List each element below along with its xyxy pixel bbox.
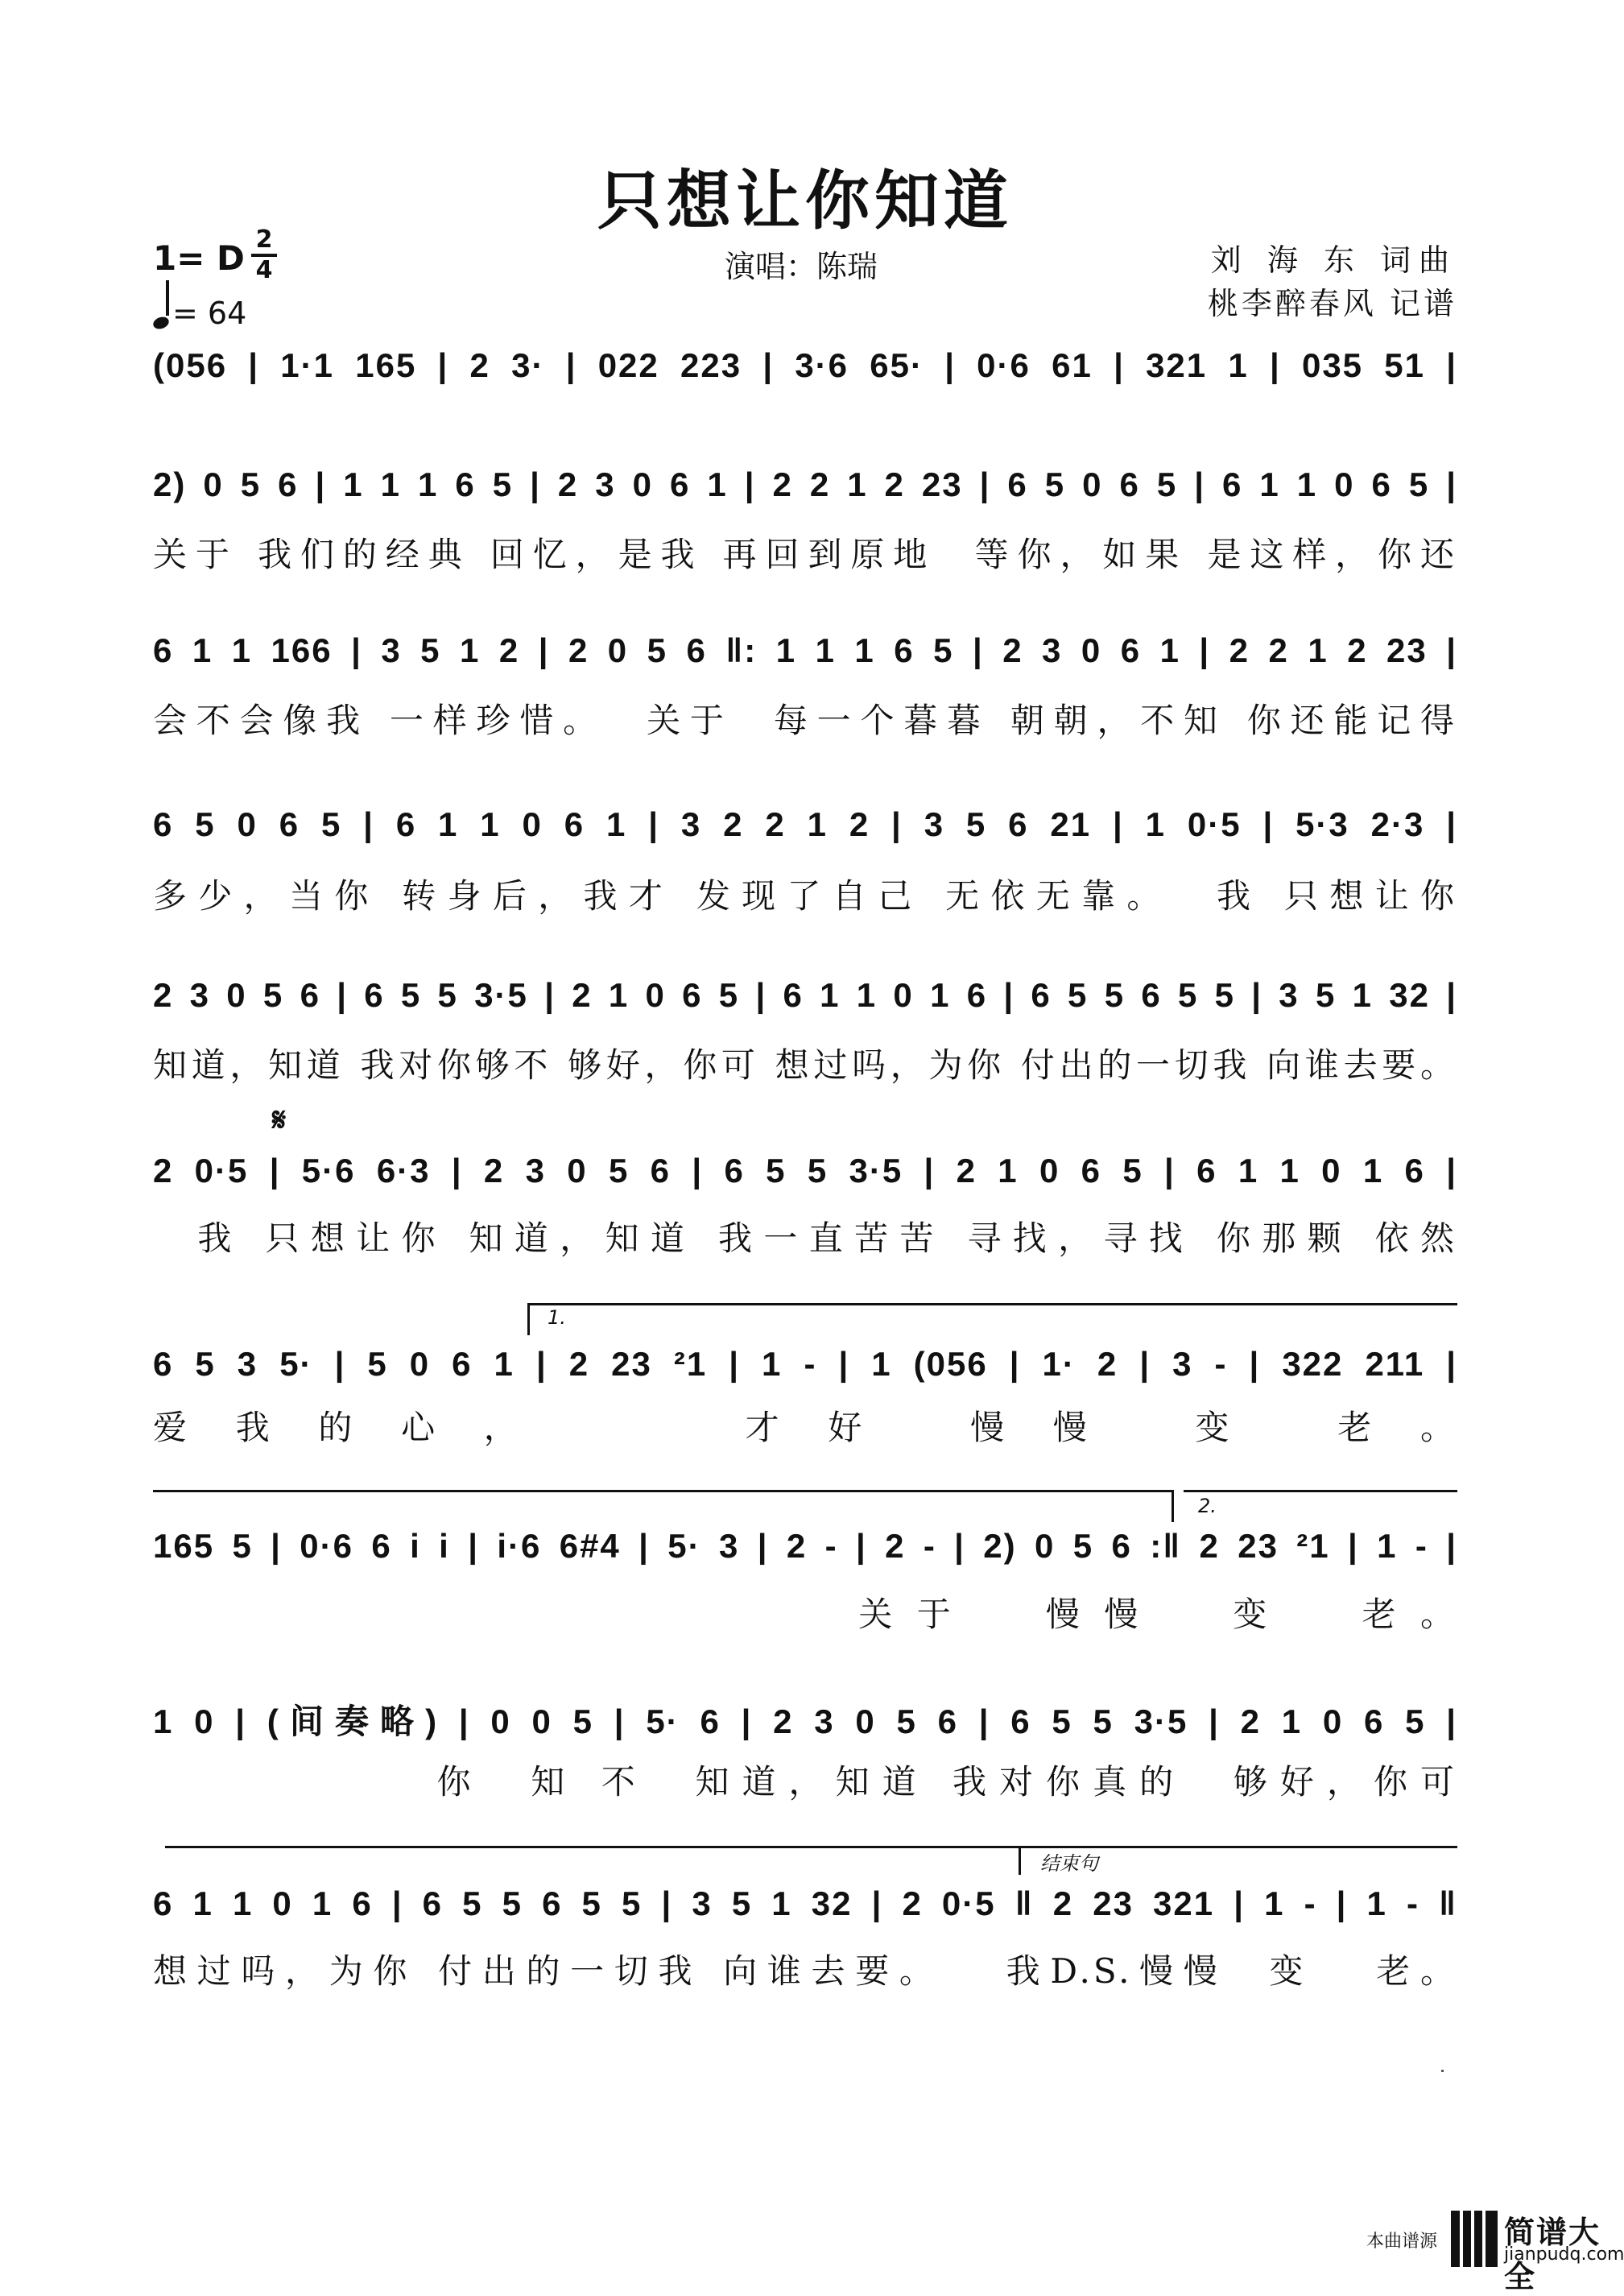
brand-name: 简谱大全 [1504,2215,1601,2294]
time-numerator: 2 [255,225,273,254]
notation-line: 6 5 3 5· | 5 0 6 1 | 2 23 ²1 | 1 - | 1 (056 | 1· 2 | 3 - | 322 211 | [153,1345,1457,1383]
notation-line: 6 1 1 0 1 6 | 6 5 5 6 5 5 | 3 5 1 32 | 2 0·5 ‖ 2 23 321 | 1 - | 1 - ‖ [153,1884,1457,1922]
volta-1-start [527,1303,530,1335]
ending-label: 结束句 [1040,1852,1098,1875]
lyric-line-7: 爱我的心， 才好 慢慢 变 老。 [153,1408,1457,1447]
ending-start [1019,1846,1021,1875]
lyric-line-5: 知道，知道 我对你够不 够好，你可 想过吗，为你 付出的一切我 向谁去要。 [153,1045,1457,1085]
tempo-value: = 64 [172,296,247,331]
volta-1-bracket [527,1303,1457,1305]
singer-credit: 演唱：陈瑞 [725,249,878,284]
site-logo[interactable] [1451,2207,1624,2294]
lyric-line-6: 我 只想让你 知道，知道 我一直苦苦 寻找，寻找 你那颗 依然 [153,1218,1457,1258]
volta-1-end [1172,1490,1174,1522]
notation-line: 2 0·5 | 5·6 6·3 | 2 3 0 5 6 | 6 5 5 3·5 | 2 1 0 6 5 | 6 1 1 0 1 6 | [153,1152,1457,1189]
stray-dot [1441,2070,1444,2072]
notation-line: 2 3 0 5 6 | 6 5 5 3·5 | 2 1 0 6 5 | 6 1 1 0 1 6 | 6 5 5 6 5 5 | 3 5 1 32 | [153,976,1457,1014]
notation-line: 6 1 1 166 | 3 5 1 2 | 2 0 5 6 ‖: 1 1 1 6 5 | 2 3 0 6 1 | 2 2 1 2 23 | [153,631,1457,669]
piano-keys-icon [1451,2211,1498,2267]
note-stem [166,280,169,316]
lyric-line-9: 你 知 不 知道，知道 我对你真的 够好，你可 [153,1762,1457,1802]
notation-line: 165 5 | 0·6 6 i i | i·6 6#4 | 5· 3 | 2 - | 2 - | 2) 0 5 6 :‖ 2 23 ²1 | 1 - | [153,1527,1457,1565]
transcriber-credit: 桃李醉春风 记谱 [1207,286,1457,321]
volta-1-continuation [153,1490,1172,1492]
ending-bracket [165,1846,1457,1848]
source-note: 本曲谱源 [1366,2232,1437,2252]
time-denominator: 4 [255,256,273,284]
notation-line: 2) 0 5 6 | 1 1 1 6 5 | 2 3 0 6 1 | 2 2 1 2 23 | 6 5 0 6 5 | 6 1 1 0 6 5 | [153,465,1457,503]
lyric-line-10: 想过吗，为你 付出的一切我 向谁去要。 我D.S.慢慢 变 老。 [153,1951,1457,1991]
time-signature [251,225,277,284]
volta-2-bracket [1184,1490,1457,1492]
notation-line: (056 | 1·1 165 | 2 3· | 022 223 | 3·6 65· | 0·6 61 | 321 1 | 035 51 | [153,346,1457,384]
lyric-line-4: 多少，当你 转身后，我才 发现了自己 无依无靠。 我 只想让你 [153,876,1457,916]
lyric-line-2: 关于 我们的经典 回忆，是我 再回到原地 等你，如果 是这样，你还 [153,535,1457,574]
notation-line: 1 0 | (间奏略) | 0 0 5 | 5· 6 | 2 3 0 5 6 | 6 5 5 3·5 | 2 1 0 6 5 | [153,1702,1457,1740]
score-row-5 [153,976,1457,1049]
quarter-note-icon [151,315,171,331]
tempo-marking [153,288,246,331]
segno-sign: 𝄋 [272,1102,287,1139]
score-row-2 [153,465,1457,538]
volta-2-label: 2. [1198,1495,1217,1517]
notation-line: 6 5 0 6 5 | 6 1 1 0 6 1 | 3 2 2 1 2 | 3 5 6 21 | 1 0·5 | 5·3 2·3 | [153,805,1457,843]
lyric-line-3: 会不会像我 一样珍惜。 关于 每一个暮暮 朝朝，不知 你还能记得 [153,701,1457,740]
volta-1-label: 1. [548,1306,566,1329]
score-row-3 [153,631,1457,704]
lyric-line-8: 关于 慢慢 变 老。 [153,1595,1457,1634]
song-title: 只想让你知道 [597,163,1013,238]
site-url: jianpudq.com [1504,2244,1624,2265]
score-row-1 [153,346,1457,419]
key-signature: 1= D [153,238,245,278]
score-row-4 [153,805,1457,878]
lyricist-composer-credit: 刘 海 东 词曲 [1210,242,1457,278]
